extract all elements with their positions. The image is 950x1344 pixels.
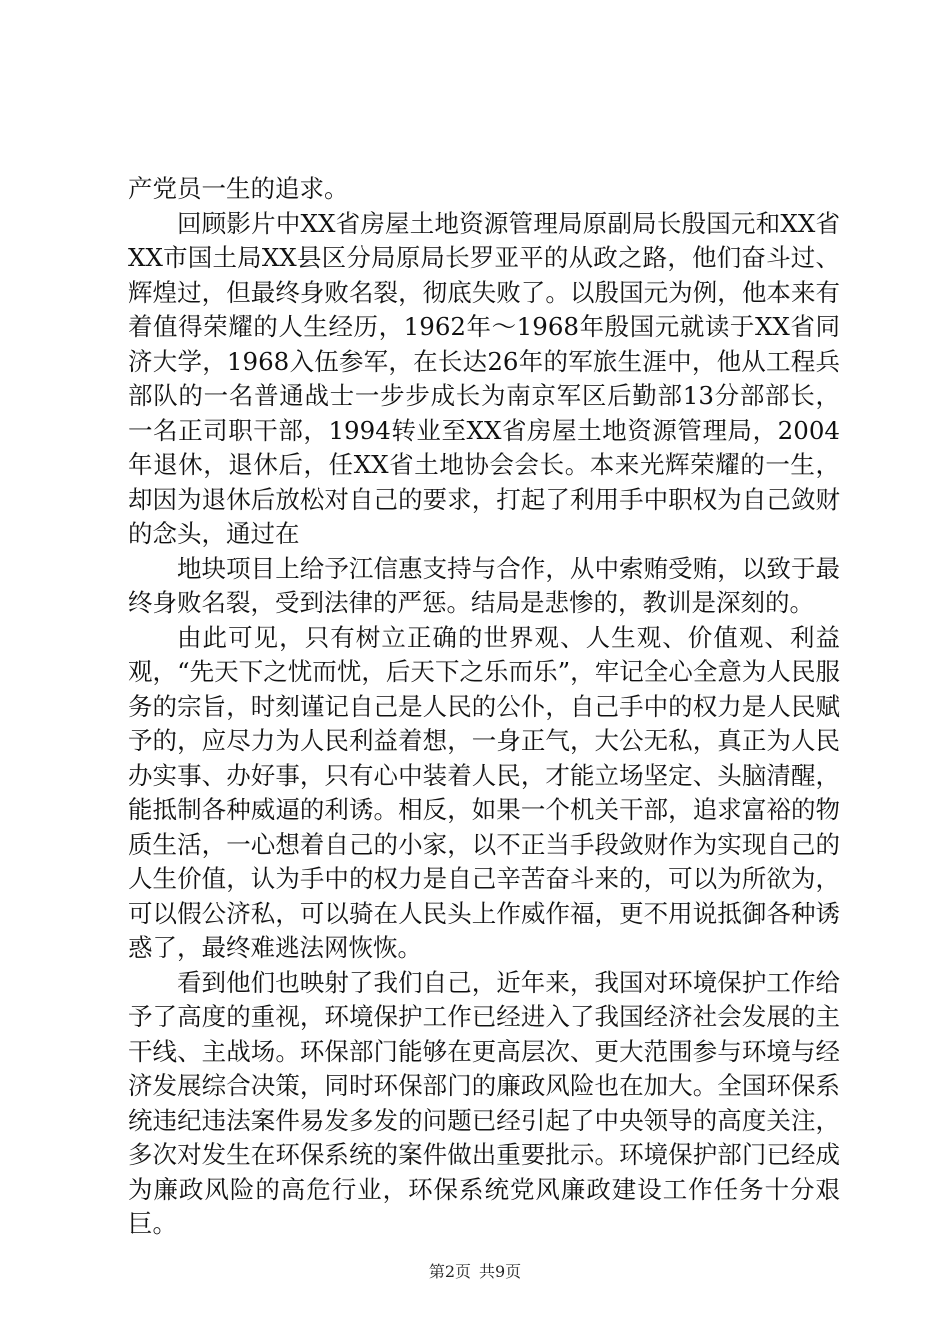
paragraph-consequence: 地块项目上给予江信惠支持与合作，从中索贿受贿，以致于最终身败名裂，受到法律的严惩。结局是悲惨的，教训是深刻的。 [128,553,840,617]
paragraph-environmental-protection: 看到他们也映射了我们自己，近年来，我国对环境保护工作给予了高度的重视，环境保护工作已经进入了我国经济社会发展的主干线、主战场。环保部门能够在更高层次、更大范围参与环境与经济发展综合决策，同时环保部门的廉政风险也在加大。全国环保系统违纪违法案件易发多发的问题已经引起了中央领导的高度关注，多次对发生在环保系统的案件做出重要批示。环境保护部门已经成为廉政风险的高危行业，环保系统党风廉政建设工作任务十分艰巨。 [128,967,840,1238]
paragraph-continuation: 产党员一生的追求。 [128,174,349,203]
paragraph-yin-guoyuan-case: 回顾影片中XX省房屋土地资源管理局原副局长殷国元和XX省XX市国土局XX县区分局原局长罗亚平的从政之路，他们奋斗过、辉煌过，但最终身败名裂，彻底失败了。以殷国元为例，他本来有着值得荣耀的人生经历，1962年～1968年殷国元就读于XX省同济大学，1968入伍参军，在长达26年的军旅生涯中，他从工程兵部队的一名普通战士一步步成长为南京军区后勤部13分部部长，一名正司职干部，1994转业至XX省房屋土地资源管理局，2004年退休，退休后，任XX省土地协会会长。本来光辉荣耀的一生，却因为退休后放松对自己的要求，打起了利用手中职权为自己敛财的念头，通过在 [128,208,840,548]
page-number: 第2页 [428,1262,471,1281]
page-footer [0,1262,950,1282]
document-body [128,172,840,1242]
paragraph-worldview: 由此可见，只有树立正确的世界观、人生观、价值观、利益观，“先天下之忧而忧，后天下之乐而乐”，牢记全心全意为人民服务的宗旨，时刻谨记自己是人民的公仆，自己手中的权力是人民赋予的，应尽力为人民利益着想，一身正气，大公无私，真正为人民办实事、办好事，只有心中装着人民，才能立场坚定、头脑清醒，能抵制各种威逼的利诱。相反，如果一个机关干部，追求富裕的物质生活，一心想着自己的小家，以不正当手段敛财作为实现自己的人生价值，认为手中的权力是自己辛苦奋斗来的，可以为所欲为，可以假公济私，可以骑在人民头上作威作福，更不用说抵御各种诱惑了，最终难逃法网恢恢。 [128,622,840,962]
page-total: 共9页 [479,1262,522,1281]
